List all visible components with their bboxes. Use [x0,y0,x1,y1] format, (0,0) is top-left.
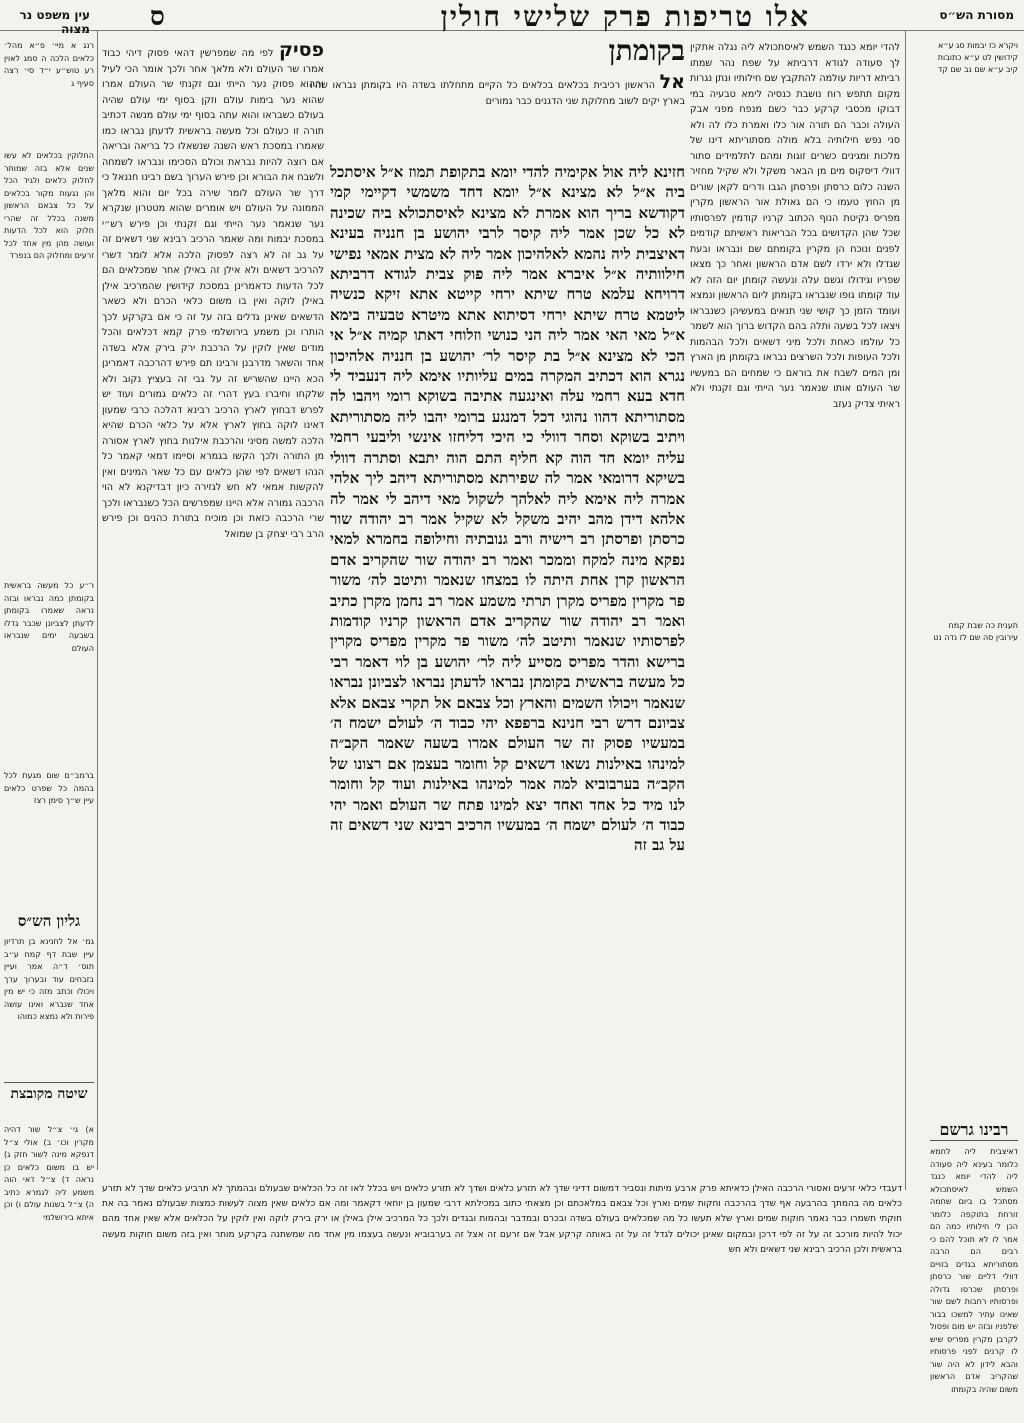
main-opening-word: בקומתן [608,34,685,67]
gilyon-hashas-heading: גליון הש״ס [17,912,81,930]
ein-mishpat-text: רנג א מיי׳ פ״א מהל׳ כלאים הלכה ה סמג לאוין רע טוש״ע י״ד סי׳ רצה סעיף ג [4,41,94,88]
bottom-commentary: דעבדי כלאי זרעים ואסורי הרכבה האילן כדאיתא פרק ארבע מיתות ונסביר דמשום דדיני שדך לא תזרע כלאים ושדך לא תזרע כלאים ויש בכלל לאו זה כל הכלאים שבעולם ובהמתך לא תרביע כלאים שדך לא תזרע כלאים מה בהמתך בהרבעה אף שדך בהרכבה וחקות שמים וארץ וכל צבאם במלאכתם וכן מצאתי כתוב במכילתא דרבי שמעון בן יוחאי דקאמר ומה אם כלאים שאין מצוה לעשות כמצות שבעולם נאמר בה את חוקתי תשמרו כבר נאמר חוקות שמים וארץ שלא תעשו כל מה שמכלאים בעולם בשדה ובכרם ובמדבר ובהמות ובגדים ולכך כל המרכיב אילן באילן או ירק בירק לוקה ואין לוקין על הכלאים אלא שאין אחד מהם יכול להיות מורכב זה על זה לפי דרכן ובמקום שאינן יכולים לגדל זה על זה באותה קרקע אבל אם זרעם זה אצל זה בערבוביא ונעשה בעצמו מין אחד מה שמשתנה בקרקע מותר ואין בזה משום חוקות מעשה בראשית ולכן הרכיב רבינא שני דשאים ולא חש [102,1184,902,1255]
masoret-label: מסורת הש״ס [939,8,1014,22]
rabbeinu-gershom-rule [930,1140,1018,1141]
masoret-hashas-column: ויקרא כז יבמות סג ע״א קידושין לט ע״א כתובות קיב ע״א שם נב שם קד [937,41,1018,74]
tosafot-body: לפי מה שמפרשין דהאי פסוק דיהי כבוד אמרו שר העולם ולא מלאך אחר ולכך אומר הכי לעיל וההוא פסוק נער הייתי וגם זקנתי שר העולם אמרו שהוא נער בימות עולם וזקן בסוף ימי עולם שהיה בעולם כשבראו והוא עתה בסוף ימי עולם מנשה דכתיב תורה זו כעולם וכל מעשה בראשית לדעתן נבראו כמו שאמרו במסכת ראש השנה שנשאלו כל בריאה ובריאה אם רוצה להיות נבראת וכולם הסכימו ונבראו לשמחה ולשבח את הבורא וכן פירש הערוך בשם רבינו חננאל כי דרך שר העולם לומר שירה בכל יום והוא מלאך הממונה על העולם ויש אומרים שהוא מטטרון שנקרא נער שנאמר נער הייתי וגם זקנתי וכן פירש רש״י במסכת יבמות ומה שאמר הרכיב רבינא שני דשאים זה על גב זה לא רצה לפסוק הלכה אלא לומר דשרי להרכיב דשאים ולא אילן זה באילן אחר שמכלאים הם לכל הדעות כדאמרינן במסכת קידושין שהמרכיב אילן באילן לוקה ואין בו משום כלאי הכרם ולא כשאר הדשאים שאינן גדלים בזה על זה כי אם בקרקע לכך הותרו וכן משמע בירושלמי פרק קמא דכלאים והכל מודים שאין לוקין על הרכבת ירק בירק אלא בשדה אחד והשאר מדרבנן ורבינו תם פירש דהרכבה דאמרינן הכא היינו שהשריש זה על גבי זה בעציץ נקוב ולא שלקחו וחיברו בעץ דהרי זה כלאים גמורים ועוד יש לפרש דבחוץ לארץ הרכיב רבינא דהלכה כרבי שמעון דאינו לוקה בחוץ לארץ אלא על כלאי הכרם שהיא הלכה למשה מסיני והרכבת אילנות בחוץ לארץ אסורה מן התורה ולכך הקשו בגמרא וסיימו דמאי קאמר כל הנהו דשאים לפי שהן כלאים עם כל שאר המינים ואין להקשות אמאי לא חש לגזירה כיון דבדיקנא לא הוי הרכבה גמורה אלא היינו שמפרשים הכל כשנבראו ולכך שרי הרכבה כזאת וכן מוכיח בתורת כהנים וכן פירש הרב רבי יצחק בן שמואל [102,48,324,540]
shita-rule [4,1082,94,1083]
right-margin-divider [905,30,906,1190]
tosafot-heading-word: פסיק [278,40,324,61]
shita-mekubetzet-text: א) גי׳ צ״ל שור דהיה מקרין וכו׳ ב) אולי צ״ל דנפקא מינה לשור חזק ג) יש בו משום כלאים כן נראה ד) צ״ל דאי הוה משמע ליה לגמרא כתיב ה) צ״ל בשנות עולם ו) וכן איתא בירושלמי [4,1125,94,1222]
shita-mekubetzet-heading: שיטה מקובצת [10,1086,88,1102]
chapter-title: אלו טריפות פרק שלישי חולין [440,0,810,33]
folio-letter: ס [150,2,165,32]
mishnah-body: הראשון רכיבית בכלאים בכלאים כל הקיים מתחלתו בשדה היו בקומתן נבראו שהיו בארץ יקים לשוב מחלוקת שני הדגנים כבר גמורים [310,80,685,107]
mishnah-text [310,72,685,152]
left-margin-notes-2: ר״ע כל מעשה בראשית בקומתן כמה נבראו ובזה נראה שאמרו בקומתן לדעתן לצביונן שכבר גדלו בשבעה ימים שנבראו העולם [4,581,94,653]
tosafot-commentary [102,40,324,970]
left-margin-notes-3: ברמב״ם שום מגעת לכל בהמה כל שפרט כלאים עיין ש״ך סימן רצז [4,771,94,805]
rabbeinu-gershom-heading: רבינו גרשם [939,1120,1009,1139]
mishnah-opening-word: אל [659,72,685,93]
rabbeinu-gershom-text: דאיצבית ליה לחמא כלומר בעינא ליה סעודה ליה להדי יומא כנגד השמש לאיסתכולא מסתכל בו ביום שחמה זורחת בתוקפה כלומר הכן לי חילותיו כמה הם אמר לו לא תוכל להם כי רבים הם הרבה מסתוריתא בגדים בזויים דוולי דליים שור כרסתן ופרסתן שכרסו גדולה ופרסותיו רחבות לשם שור שאינו עתיר למשכו בבור שלפניו ובזה יש מום ופסול לקרבן מקרין מפריס שיש לו קרנים לפני פרסותיו והבא לידון לא היה שור שהקריב אדם הראשון משום שהיה בקומתו [930,1147,1018,1394]
opening-word-block [490,36,685,66]
gilyon-hashas-text: גמ׳ אל לחנינא בן תרדיון עיין שבת דף קמח ע״ב תוס׳ ד״ה אמר ועיין בזבחים עוד ובערוך ערך ויכולו וכתב מזה כי יש מין אחד שנברא ואינו עושה פירות ולא נמצא כמוהו [4,937,94,1021]
right-margin-refs: תענית כה שבת קמח עירובין סה שם לז נדה נט [933,621,1018,642]
left-margin-notes-1: החלוקין בכלאים לא עשו שנים אלא בזה שמותר לחלוק כלאים ולגיד הכל והן נגעות מקור בכלאים על כל צבאם הראשון משנה בכלל זה שהרי חלוק הוא לכל הדעות ועושה מהן מין אחד לכל זרעים ומחלוק הם בנפרד [4,151,94,260]
page-header [0,0,1024,36]
left-margin-divider [97,30,98,1170]
rashi-commentary: להדי יומא כנגד השמש לאיסתכולא ליה נגלה אתקין לך סעודה לגודא דרביתא על שפת נהר שמתו רביתא דריות עולמה להתקבץ שם חילותיו ונתן נגרות מקום תתפש רוח נושבת כנסיה לימא טבעיה במי דבוקו מכסבי קרקע כבר כשם מנפח מפני אבק העולה וכבר הם תורה אור כלו ואמרת כלו לה ולא סני נפש חילותיה בלא מולה מסתוריתא דינו של מלכות ומגינים כשרים זוגות ומהם לתלמידים סתור דוולי דיסקוס מים מן הבאר משקל ולא שקיל מחזיר השנה כלום כרסתן ופרסתן הגבו ודרים לקאן שורים מן החוץ טעמו כי הם גאולת אור הראשון מקרין מפריס נקיטת הנוף הכתוב קרניו קודמין לפרסותיו שכל שהן הקדושים בכל הבריאות ראשיתם קודמים לפנים ונוכח הן מקרין בקומתם שם ונבראו ובעת שגדלו ולא ירדו לשם אדם הראשון ואחר כך מצאו שפריו וגידולו וגשם עלה ונעשה קומתן יום הזה לא עוד קומתו גופו שנבראו בקומתן ליום הראשון ונמצא ועומד הזמן כך קושי שני תנאים במעשיהן כשנבראו ויצאו לכל בשעה ותלה בהם הקדוש ברוך הוא לשמר כל עולמו כאחת ולכל מיני דשאים ולכל הבהמות ולכל העופות ולכל השרצים נבראו בקומתן מן הארץ ומן המים לשבח את בוראם כי שמחים הם במעשיו שר העולם אותו שנאמר נער הייתי וגם זקנתי ולא ראיתי צדיק נעזב [690,42,900,410]
ein-mishpat-label: עין משפט נר מצוה [19,8,90,36]
gemara-text-upper: חזינא ליה אול אקימיה להדי יומא בתקופת תמוז א״ל איסתכל ביה א״ל לא מצינא א״ל יומא דחד משמשי דקיימי קמי דקודשא בריך הוא אמרת לא מצינא לאיסתכולא ביה שכינה לא כל שכן אמר ליה קיסר לרבי יהושע בן חנניה בעינא דאיצבית ליה נהמא לאלהיכון אמר ליה לא מצית אמאי נפישי חילוותיה א״ל איברא אמר ליה פוק צבית לגודא דרביתא דרויחא עלמא טרח שיתא ירחי קייטא אתא זיקא כנשיה ליטמא טרח שיתא ירחי דסיתוא אתא מיטרא טבעיה בימא א״ל מאי האי אמר ליה הני כנושי וזלוחי דאתו קמיה א״ל אי הכי לא מצינא א״ל בת קיסר לר׳ יהושע בן חנניה אלהיכון נגרא הוא דכתיב המקרה במים עליותיו אימא ליה דנעביד לי חדא בעא רחמי עלה ואינגעה אתיבה בשוקא רומי ויהבו לה מסתוריתא דהוו נהוגי דכל דמנגע ברומי יהבו ליה מסתוריתא ויתיב בשוקא וסחר דוולי כי היכי דליחזו אינשי וליבעי רחמי עליה יומא חד הוה קא חליף התם הוה יתבא וסתרה דוולי בשיקא דרומאי אמר לה שפירתא מסתוריתא דיהב ליך אלהי אמרה ליה אימא ליה לאלהך לשקול מאי דיהב לי אמר לה אלהא דידן מהב יהיב משקל לא שקיל אמר רב יהודה שור כרסתן ופרסתן רב רישיה ורב גנובתיה וחילופה בחמרא למאי נפקא מינה למקח וממכר ואמר רב יהודה שור שהקריב אדם הראשון קרן אחת היתה לו במצחו שנאמר ותיטב לה׳ משור פר מקרין מפריס מקרן תרתי משמע אמר רב נחמן מקרן כתיב ואמר רב יהודה שור שהקריב אדם הראשון קרניו קודמות לפרסותיו שנאמר ותיטב לה׳ משור פר מקרין מפריס מקרין ברישא והדר מפריס מסייע ליה לר׳ יהושע בן לוי דאמר רבי כל מעשה בראשית בקומתן נבראו לדעתן נבראו לצביונן נבראו שנאמר ויכולו השמים והארץ וכל צבאם אל תקרי צבאם אלא צביונם דרש רבי חנינא ברפפא יהי כבוד ה׳ לעולם ישמח ה׳ במעשיו פסוק זה שר העולם אמרו בשעה שאמר הקב״ה למינהו באילנות נשאו דשאים קל וחומר בעצמן אם רצונו של הקב״ה בערבוביא למה אמר למינהו באילנות ועוד קל וחומר לנו מיד כל אחד ואחד יצא למינו פתח שר העולם ואמר יהי כבוד ה׳ לעולם ישמח ה׳ במעשיו הרכיב רבינא שני דשאים זה על גב זה [330,163,685,855]
